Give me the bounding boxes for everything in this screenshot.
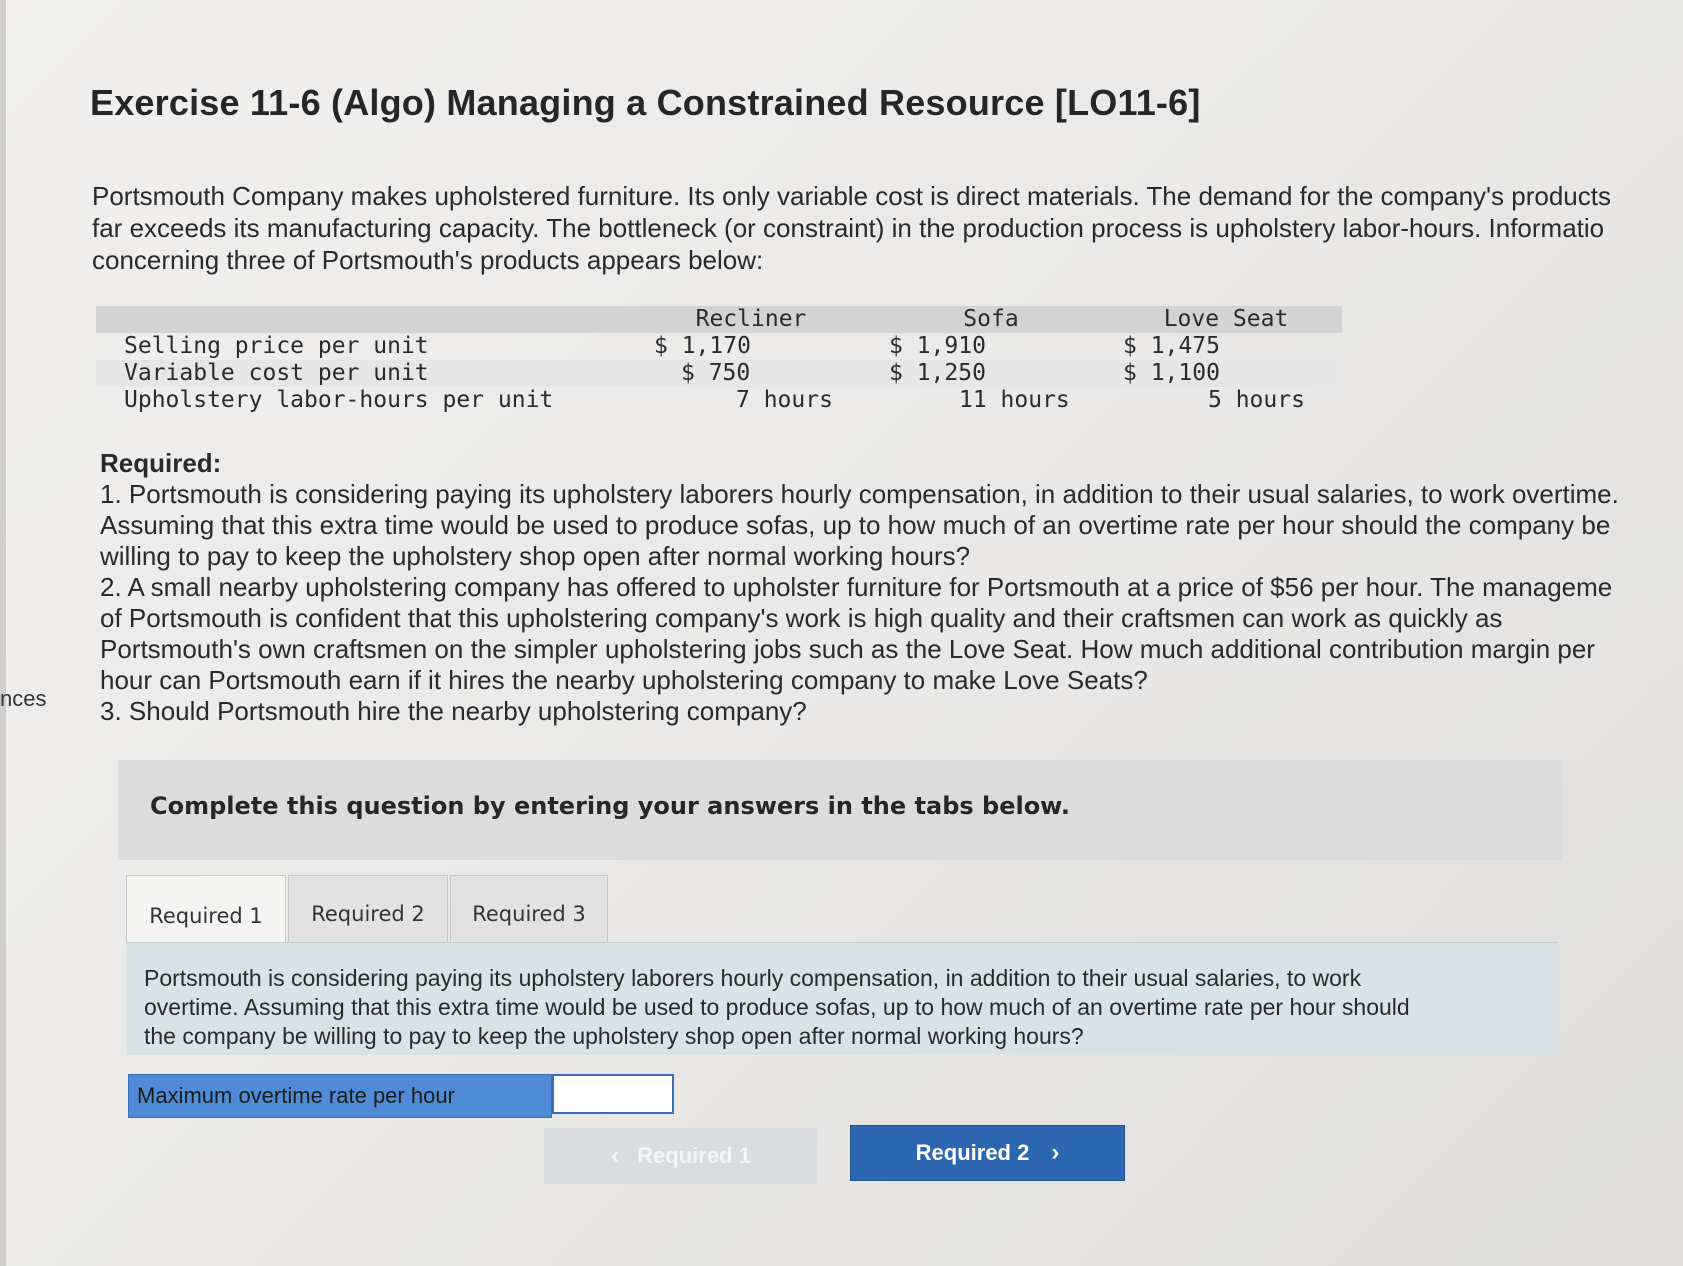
page-title: Exercise 11-6 (Algo) Managing a Constrained Resource [LO11-6] <box>90 82 1201 123</box>
table-cell: $ 1,170 <box>654 333 751 359</box>
previous-button-label: Required 1 <box>637 1143 751 1168</box>
table-row <box>96 387 1342 414</box>
table-cell: $ 1,100 <box>1123 360 1220 386</box>
table-header-sofa: Sofa <box>963 306 1019 332</box>
question-line: the company be willing to pay to keep the upholstery shop open after normal working hours? <box>144 1023 1084 1049</box>
table-cell: $ 1,910 <box>889 333 986 359</box>
required-line: Assuming that this extra time would be used to produce sofas, up to how much of an overtime rate per hour should the company be <box>100 510 1611 540</box>
question-text <box>144 964 1554 1051</box>
required-line: hour can Portsmouth earn if it hires the nearby upholstering company to make Love Seats? <box>100 665 1148 695</box>
table-cell: $ 750 <box>681 360 751 386</box>
next-button-label: Required 2 <box>915 1140 1030 1165</box>
table-row-label: Variable cost per unit <box>124 360 429 386</box>
table-cell: 5 hours <box>1208 387 1305 413</box>
table-header-recliner: Recliner <box>695 306 807 332</box>
required-line: Portsmouth's own craftsmen on the simpler upholstering jobs such as the Love Seat. How much additional contribution margin per <box>100 634 1595 664</box>
intro-line: Portsmouth Company makes upholstered furniture. Its only variable cost is direct materials. The demand for the company's products <box>92 181 1611 211</box>
required-heading: Required: <box>100 448 222 478</box>
question-line: Portsmouth is considering paying its upholstery laborers hourly compensation, in addition to their usual salaries, to work <box>144 965 1362 991</box>
required-line: of Portsmouth is confident that this upholstering company's work is high quality and their craftsmen can work as quickly as <box>100 603 1503 633</box>
chevron-right-icon: › <box>1051 1139 1060 1166</box>
chevron-left-icon: ‹ <box>611 1142 620 1169</box>
table-row-label: Selling price per unit <box>124 333 429 359</box>
question-line: overtime. Assuming that this extra time would be used to produce sofas, up to how much of an overtime rate per hour should <box>144 994 1410 1020</box>
intro-line: concerning three of Portsmouth's products appears below: <box>92 245 764 275</box>
table-row <box>96 333 1342 360</box>
instructions-box <box>118 760 1562 860</box>
table-cell: $ 1,475 <box>1123 333 1220 359</box>
required-line: willing to pay to keep the upholstery shop open after normal working hours? <box>100 541 971 571</box>
left-window-edge <box>0 0 6 1266</box>
intro-line: far exceeds its manufacturing capacity. The bottleneck (or constraint) in the production process is upholstery labor-hours. Informatio <box>92 213 1605 243</box>
overtime-rate-input[interactable] <box>552 1074 674 1114</box>
instructions-text: Complete this question by entering your answers in the tabs below. <box>150 792 1070 820</box>
next-button[interactable] <box>850 1125 1125 1181</box>
table-cell: 7 hours <box>736 387 833 413</box>
required-section <box>100 448 1680 727</box>
answer-label: Maximum overtime rate per hour <box>128 1074 552 1118</box>
table-header-love-seat: Love Seat <box>1163 306 1289 332</box>
previous-button[interactable] <box>544 1128 818 1184</box>
required-line: 1. Portsmouth is considering paying its upholstery laborers hourly compensation, in addition to their usual salaries, to work overtime. <box>100 479 1619 509</box>
table-cell: $ 1,250 <box>889 360 986 386</box>
table-cell: 11 hours <box>959 387 1070 413</box>
table-row-label: Upholstery labor-hours per unit <box>124 387 554 413</box>
required-line: 2. A small nearby upholstering company has offered to upholster furniture for Portsmouth at a price of $56 per hour. The manageme <box>100 572 1613 602</box>
table-row <box>96 360 1342 387</box>
product-data-table <box>96 306 1342 414</box>
tab-required-3[interactable]: Required 3 <box>450 875 608 953</box>
tab-required-2[interactable]: Required 2 <box>288 875 448 953</box>
required-line: 3. Should Portsmouth hire the nearby upholstering company? <box>100 696 807 726</box>
sidebar-fragment-text: nces <box>0 686 47 711</box>
table-header-row <box>96 306 1342 333</box>
tab-required-1[interactable]: Required 1 <box>126 875 286 955</box>
intro-paragraph <box>92 180 1682 276</box>
